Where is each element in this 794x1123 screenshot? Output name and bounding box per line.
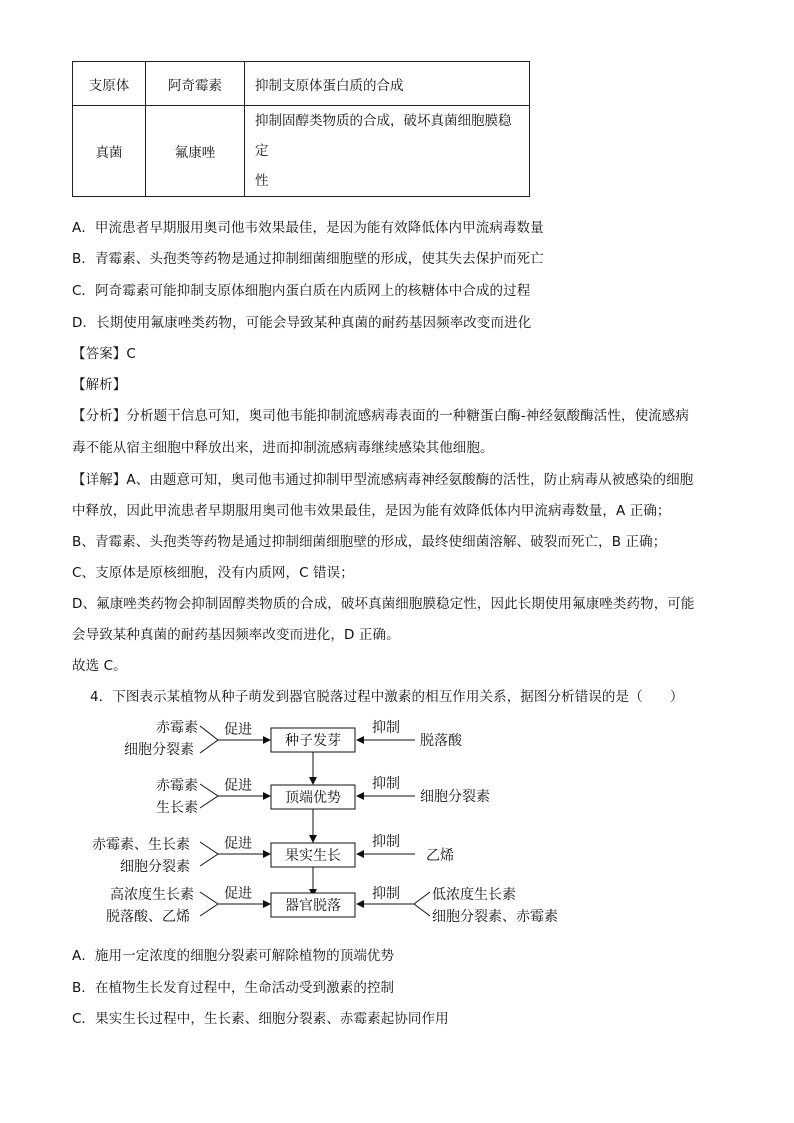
right-factor: 乙烯: [426, 848, 454, 864]
inhibit-label: 抑制: [372, 886, 400, 902]
table-cell: 阿奇霉素: [146, 62, 245, 106]
promote-label: 促进: [224, 886, 252, 902]
promote-label: 促进: [224, 778, 252, 794]
stage-box-label: 顶端优势: [285, 790, 341, 806]
right-factor: 细胞分裂素、赤霉素: [432, 909, 558, 925]
hormone-interaction-diagram: [0, 710, 794, 930]
table-cell: 抑制支原体蛋白质的合成: [245, 62, 530, 106]
stage-box-label: 种子发芽: [285, 733, 341, 749]
table-row: [73, 106, 530, 197]
table-cell: 氟康唑: [146, 106, 245, 197]
table-cell: 真菌: [73, 106, 146, 197]
promote-label: 促进: [224, 836, 252, 852]
stage-organ-abscission: [106, 885, 558, 925]
analysis-line: 【分析】分析题干信息可知，奥司他韦能抑制流感病毒表面的一种糖蛋白酶-神经氨酸酶活性，使流感病: [72, 408, 689, 424]
q4-option-c: C．果实生长过程中，生长素、细胞分裂素、赤霉素起协同作用: [72, 1011, 449, 1027]
option-a: A．甲流患者早期服用奥司他韦效果最佳，是因为能有效降低体内甲流病毒数量: [72, 220, 544, 236]
inhibit-label: 抑制: [372, 776, 400, 792]
table-row: [73, 62, 530, 106]
left-factor: 高浓度生长素: [110, 887, 194, 903]
stage-apical-dominance: [156, 775, 490, 842]
table-cell-text: 抑制固醇类物质的合成，破坏真菌细胞膜稳定: [255, 113, 512, 159]
right-factor: 脱落酸: [420, 733, 462, 749]
left-factor: 赤霉素、生长素: [92, 837, 190, 853]
right-factor: 低浓度生长素: [432, 887, 516, 903]
analysis-line: 中释放，因此甲流患者早期服用奥司他韦效果最佳，是因为能有效降低体内甲流病毒数量，A 正确；: [72, 503, 671, 519]
inhibit-label: 抑制: [372, 720, 400, 736]
analysis-line: 【详解】A、由题意可知，奥司他韦通过抑制甲型流感病毒神经氨酸酶的活性，防止病毒从被感染的细胞: [72, 472, 694, 488]
table-cell: 支原体: [73, 62, 146, 106]
right-factor: 细胞分裂素: [420, 789, 490, 805]
table-cell: [245, 106, 530, 197]
left-factor: 生长素: [156, 800, 198, 816]
inhibit-label: 抑制: [372, 834, 400, 850]
analysis-line: D、氟康唑类药物会抑制固醇类物质的合成，破坏真菌细胞膜稳定性，因此长期使用氟康唑类药物，可能: [72, 596, 695, 612]
analysis-line: B、青霉素、头孢类等药物是通过抑制细菌细胞壁的形成，最终使细菌溶解、破裂而死亡，B 正确；: [72, 534, 667, 550]
option-c: C．阿奇霉素可能抑制支原体细胞内蛋白质在内质网上的核糖体中合成的过程: [72, 283, 531, 299]
table-cell-text: 性: [255, 173, 269, 189]
analysis-line: 故选 C。: [72, 658, 127, 674]
left-factor: 赤霉素: [156, 720, 198, 736]
analysis-line: 毒不能从宿主细胞中释放出来，进而抑制流感病毒继续感染其他细胞。: [72, 440, 494, 456]
stage-seed-germination: [124, 719, 463, 784]
q4-option-a: A．施用一定浓度的细胞分裂素可解除植物的顶端优势: [72, 948, 395, 964]
stage-box-label: 果实生长: [285, 848, 341, 864]
q4-option-b: B．在植物生长发育过程中，生命活动受到激素的控制: [72, 980, 395, 996]
left-factor: 脱落酸、乙烯: [106, 909, 190, 925]
left-factor: 细胞分裂素: [124, 742, 194, 758]
option-b: B．青霉素、头孢类等药物是通过抑制细菌细胞壁的形成，使其失去保护而死亡: [72, 251, 544, 267]
option-d: D．长期使用氟康唑类药物，可能会导致某种真菌的耐药基因频率改变而进化: [72, 315, 532, 331]
stage-box-label: 器官脱落: [285, 898, 341, 914]
analysis-heading: 【解析】: [72, 377, 127, 393]
left-factor: 细胞分裂素: [120, 859, 190, 875]
left-factor: 赤霉素: [156, 778, 198, 794]
promote-label: 促进: [224, 722, 252, 738]
analysis-line: 会导致某种真菌的耐药基因频率改变而进化，D 正确。: [72, 627, 400, 643]
question-4-stem: 4．下图表示某植物从种子萌发到器官脱落过程中激素的相互作用关系，据图分析错误的是（ ）: [90, 689, 684, 705]
answer: 【答案】C: [72, 346, 136, 362]
drug-table: [72, 61, 530, 197]
analysis-line: C、支原体是原核细胞，没有内质网，C 错误；: [72, 565, 354, 581]
